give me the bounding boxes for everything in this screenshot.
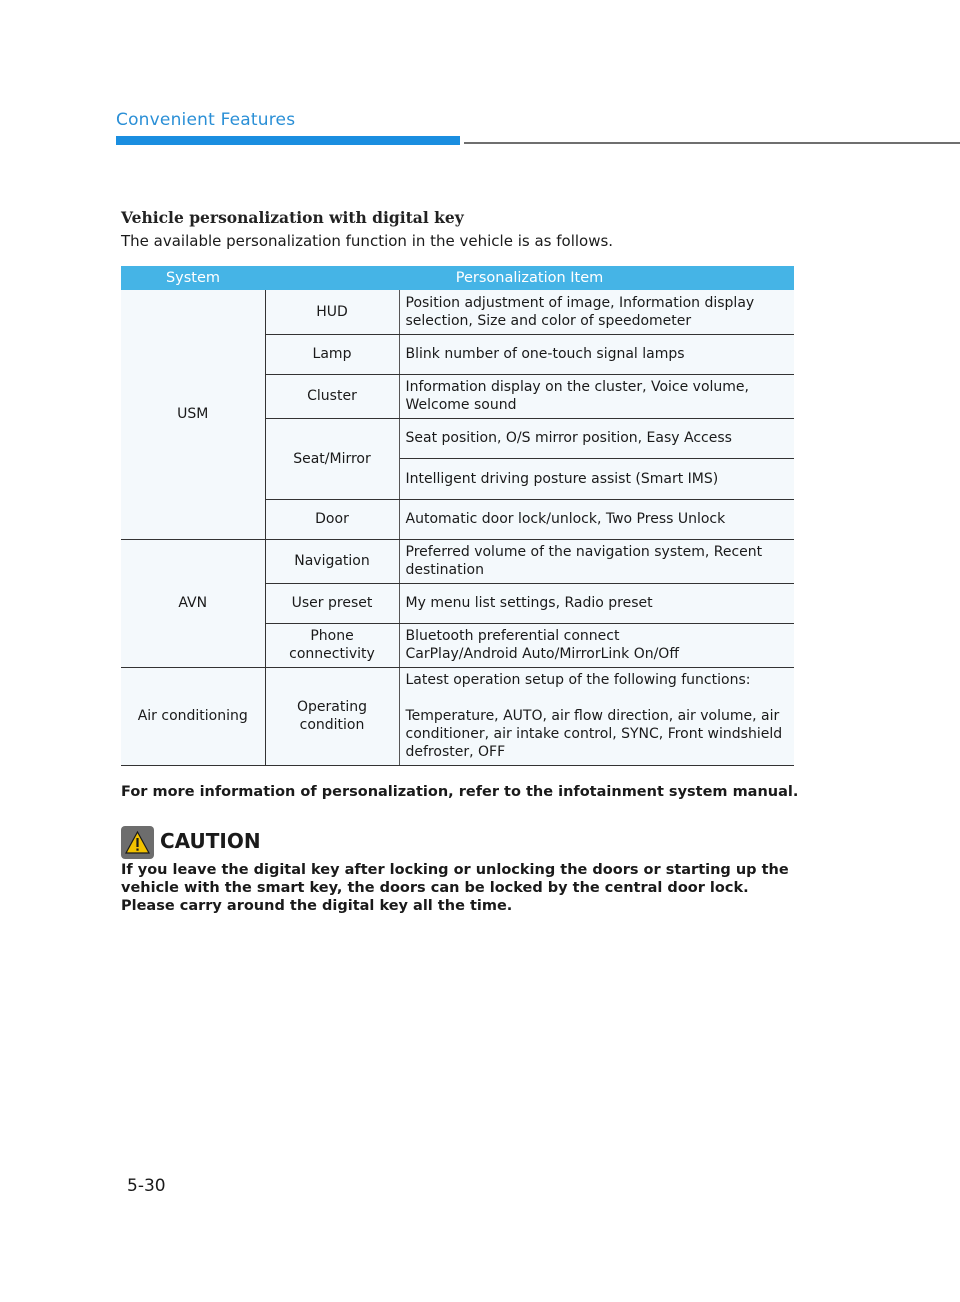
intro-text: The available personalization function in the vehicle is as follows. (121, 232, 614, 250)
description-cell: Automatic door lock/unlock, Two Press Unlock (399, 499, 794, 539)
table-row (121, 539, 794, 583)
description-cell: Seat position, O/S mirror position, Easy Access (399, 418, 794, 458)
description-cell (399, 623, 794, 667)
system-cell-avn: AVN (121, 539, 265, 667)
system-cell-usm: USM (121, 290, 265, 539)
description-cell: Intelligent driving posture assist (Smart IMS) (399, 458, 794, 499)
item-cell: Navigation (265, 539, 399, 583)
description-cell (399, 667, 794, 765)
table-row (121, 290, 794, 334)
description-cell: Blink number of one-touch signal lamps (399, 334, 794, 374)
item-cell: Seat/Mirror (265, 418, 399, 499)
warning-icon (121, 826, 154, 859)
header-system: System (121, 266, 265, 290)
header-personalization-item: Personalization Item (265, 266, 794, 290)
item-cell: Lamp (265, 334, 399, 374)
description-line: Latest operation setup of the following functions: (405, 672, 751, 688)
description-line: CarPlay/Android Auto/MirrorLink On/Off (405, 646, 679, 662)
table-header-row (121, 266, 794, 290)
description-cell: Position adjustment of image, Information display selection, Size and color of speedometer (399, 290, 794, 334)
description-line: Temperature, AUTO, air flow direction, air volume, air conditioner, air intake control, SYNC, Front windshield defroster, OFF (405, 708, 783, 760)
caution-label: CAUTION (160, 829, 261, 853)
description-cell: Information display on the cluster, Voice volume, Welcome sound (399, 374, 794, 418)
header-accent-bar (116, 136, 460, 145)
description-cell: My menu list settings, Radio preset (399, 583, 794, 623)
personalization-table (121, 266, 794, 766)
description-line: Bluetooth preferential connect (405, 628, 620, 644)
system-cell-air-conditioning: Air conditioning (121, 667, 265, 765)
item-cell: HUD (265, 290, 399, 334)
item-cell: Door (265, 499, 399, 539)
section-title: Vehicle personalization with digital key (121, 208, 464, 227)
item-cell: User preset (265, 583, 399, 623)
item-cell: Operating condition (265, 667, 399, 765)
infotainment-note: For more information of personalization, refer to the infotainment system manual. (121, 784, 799, 800)
page-number: 5-30 (127, 1176, 166, 1196)
header-divider-line (464, 142, 960, 144)
description-cell: Preferred volume of the navigation system, Recent destination (399, 539, 794, 583)
chapter-title: Convenient Features (116, 110, 296, 130)
caution-text: If you leave the digital key after locking or unlocking the doors or starting up the vehicle with the smart key, the doors can be locked by the central door lock. Please carry around the digital key all the time. (121, 862, 789, 914)
item-cell: Cluster (265, 374, 399, 418)
table-row (121, 667, 794, 765)
item-cell: Phone connectivity (265, 623, 399, 667)
